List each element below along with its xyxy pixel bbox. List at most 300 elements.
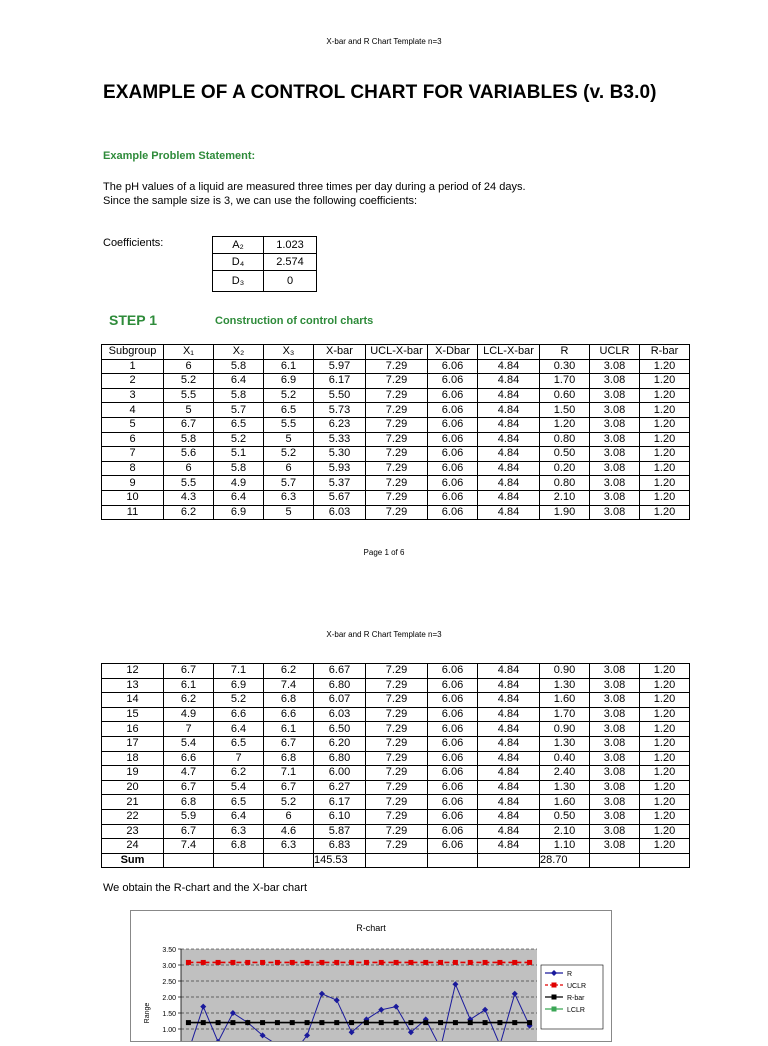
y-axis-label: Range: [144, 1002, 151, 1024]
table-cell: 7.4: [164, 839, 214, 854]
table-cell: 1.20: [640, 678, 690, 693]
data-table-page1: [101, 344, 690, 520]
column-header: X-Dbar: [428, 345, 478, 360]
page-title: EXAMPLE OF A CONTROL CHART FOR VARIABLES (v. B3.0): [103, 82, 657, 103]
table-cell: 7.1: [214, 664, 264, 679]
table-cell: 6.06: [428, 824, 478, 839]
table-cell: 7.29: [366, 678, 428, 693]
table-cell: 6.6: [164, 751, 214, 766]
table-cell: 4.84: [478, 490, 540, 505]
table-cell: 4: [102, 403, 164, 418]
column-header: X₂: [214, 345, 264, 360]
table-cell: 3.08: [590, 839, 640, 854]
table-cell: 1.70: [540, 707, 590, 722]
point-uclr: [512, 960, 517, 965]
table-cell: 4.84: [478, 751, 540, 766]
table-cell: 3.08: [590, 432, 640, 447]
table-cell: 0.30: [540, 359, 590, 374]
table-cell: 1.20: [640, 505, 690, 520]
table-cell: 5.8: [214, 388, 264, 403]
table-cell: 7.1: [264, 766, 314, 781]
table-cell: 6: [264, 461, 314, 476]
table-row: [102, 417, 690, 432]
column-header: R-bar: [640, 345, 690, 360]
table-cell: 3.08: [590, 505, 640, 520]
table-cell: 4.84: [478, 766, 540, 781]
sum-cell: [264, 853, 314, 868]
table-cell: 5.87: [314, 824, 366, 839]
point-uclr: [468, 960, 473, 965]
table-cell: 6.06: [428, 795, 478, 810]
table-cell: 5.4: [164, 736, 214, 751]
point-uclr: [349, 960, 354, 965]
table-row: [102, 388, 690, 403]
table-cell: 7.29: [366, 490, 428, 505]
table-cell: 1.20: [640, 795, 690, 810]
table-cell: 6.6: [264, 707, 314, 722]
point-uclr: [290, 960, 295, 965]
table-cell: 4.84: [478, 693, 540, 708]
table-cell: 5.50: [314, 388, 366, 403]
table-cell: 6.3: [214, 824, 264, 839]
coefficient-name: A₂: [213, 237, 264, 254]
table-row: [102, 461, 690, 476]
table-cell: 6.06: [428, 736, 478, 751]
table-row: [102, 447, 690, 462]
table-cell: 6.4: [214, 374, 264, 389]
table-cell: 4.84: [478, 780, 540, 795]
point-r-bar: [468, 1020, 473, 1025]
table-row: [102, 359, 690, 374]
table-cell: 17: [102, 736, 164, 751]
table-cell: 7.29: [366, 417, 428, 432]
sum-cell: [366, 853, 428, 868]
table-cell: 4.84: [478, 839, 540, 854]
point-uclr: [453, 960, 458, 965]
table-cell: 3.08: [590, 809, 640, 824]
table-cell: 5: [264, 432, 314, 447]
table-cell: 6: [102, 432, 164, 447]
table-cell: 1.20: [640, 722, 690, 737]
table-cell: 1: [102, 359, 164, 374]
point-r-bar: [364, 1020, 369, 1025]
point-uclr: [260, 960, 265, 965]
table-cell: 24: [102, 839, 164, 854]
table-cell: 5.8: [214, 359, 264, 374]
table-cell: 3.08: [590, 678, 640, 693]
table-cell: 4.84: [478, 824, 540, 839]
point-uclr: [379, 960, 384, 965]
table-cell: 7.29: [366, 824, 428, 839]
table-cell: 6.06: [428, 388, 478, 403]
table-cell: 5.2: [264, 388, 314, 403]
table-cell: 1.30: [540, 780, 590, 795]
table-cell: 6.3: [264, 490, 314, 505]
point-r-bar: [260, 1020, 265, 1025]
legend-marker: [552, 1007, 557, 1012]
table-cell: 5.2: [264, 795, 314, 810]
table-cell: 3.08: [590, 751, 640, 766]
table-cell: 1.20: [640, 476, 690, 491]
point-r-bar: [186, 1020, 191, 1025]
table-cell: 4.84: [478, 664, 540, 679]
table-cell: 3.08: [590, 403, 640, 418]
page-footer: Page 1 of 6: [363, 548, 405, 557]
table-cell: 0.40: [540, 751, 590, 766]
column-header: LCL-X-bar: [478, 345, 540, 360]
y-tick-label: 1.50: [162, 1011, 176, 1018]
table-cell: 7.29: [366, 505, 428, 520]
problem-heading: Example Problem Statement:: [103, 150, 256, 162]
table-cell: 3.08: [590, 780, 640, 795]
table-cell: 1.20: [640, 417, 690, 432]
point-r-bar: [275, 1020, 280, 1025]
coefficient-row: [213, 271, 317, 292]
table-cell: 0.20: [540, 461, 590, 476]
table-cell: 1.20: [640, 374, 690, 389]
table-cell: 6.06: [428, 664, 478, 679]
table-cell: 1.20: [640, 664, 690, 679]
point-r-bar: [201, 1020, 206, 1025]
table-cell: 4.84: [478, 359, 540, 374]
table-row: [102, 736, 690, 751]
table-cell: 7: [214, 751, 264, 766]
table-cell: 0.50: [540, 809, 590, 824]
table-cell: 3.08: [590, 461, 640, 476]
table-cell: 3.08: [590, 766, 640, 781]
table-cell: 6.06: [428, 505, 478, 520]
table-cell: 6.4: [214, 490, 264, 505]
table-cell: 6.6: [214, 707, 264, 722]
table-cell: 23: [102, 824, 164, 839]
table-row: [102, 505, 690, 520]
table-cell: 1.70: [540, 374, 590, 389]
table-cell: 6.06: [428, 780, 478, 795]
table-cell: 21: [102, 795, 164, 810]
point-r-bar: [290, 1020, 295, 1025]
legend-marker: [552, 995, 557, 1000]
table-cell: 6.2: [164, 693, 214, 708]
table-cell: 3.08: [590, 824, 640, 839]
table-cell: 7.29: [366, 809, 428, 824]
sum-cell: [428, 853, 478, 868]
table-cell: 1.90: [540, 505, 590, 520]
table-cell: 0.80: [540, 476, 590, 491]
point-r-bar: [453, 1020, 458, 1025]
table-row: [102, 374, 690, 389]
table-cell: 3.08: [590, 374, 640, 389]
table-cell: 6.4: [214, 722, 264, 737]
point-r-bar: [216, 1020, 221, 1025]
table-cell: 6.80: [314, 751, 366, 766]
table-cell: 6.2: [214, 766, 264, 781]
table-cell: 6.10: [314, 809, 366, 824]
table-cell: 5.67: [314, 490, 366, 505]
coefficient-value: 0: [264, 271, 317, 292]
table-cell: 6.06: [428, 678, 478, 693]
table-cell: 20: [102, 780, 164, 795]
point-uclr: [216, 960, 221, 965]
table-cell: 7.29: [366, 780, 428, 795]
column-header: X-bar: [314, 345, 366, 360]
table-cell: 1.20: [640, 736, 690, 751]
table-row: [102, 766, 690, 781]
table-cell: 3.08: [590, 476, 640, 491]
table-cell: 6: [264, 809, 314, 824]
point-uclr: [305, 960, 310, 965]
table-cell: 3.08: [590, 447, 640, 462]
step-title: Construction of control charts: [215, 315, 374, 327]
table-cell: 6.50: [314, 722, 366, 737]
table-cell: 8: [102, 461, 164, 476]
table-cell: 6.03: [314, 505, 366, 520]
table-cell: 5.5: [264, 417, 314, 432]
column-header: Subgroup: [102, 345, 164, 360]
chart-intro-text: We obtain the R-chart and the X-bar chart: [103, 882, 308, 894]
table-row: [102, 751, 690, 766]
table-cell: 7.29: [366, 722, 428, 737]
point-r-bar: [379, 1020, 384, 1025]
coefficient-row: [213, 254, 317, 271]
table-cell: 6.7: [164, 780, 214, 795]
table-row: [102, 693, 690, 708]
point-uclr: [423, 960, 428, 965]
table-cell: 4.3: [164, 490, 214, 505]
table-cell: 6.06: [428, 476, 478, 491]
table-cell: 1.20: [640, 839, 690, 854]
point-r-bar: [497, 1020, 502, 1025]
table-cell: 1.20: [640, 403, 690, 418]
table-cell: 6.2: [264, 664, 314, 679]
sum-cell: [478, 853, 540, 868]
point-r-bar: [394, 1020, 399, 1025]
table-cell: 18: [102, 751, 164, 766]
table-cell: 6.06: [428, 447, 478, 462]
table-cell: 3: [102, 388, 164, 403]
table-cell: 5.97: [314, 359, 366, 374]
table-cell: 7.29: [366, 447, 428, 462]
table-cell: 6.17: [314, 795, 366, 810]
table-cell: 4.84: [478, 722, 540, 737]
table-cell: 5.5: [164, 388, 214, 403]
coefficients-label: Coefficients:: [103, 237, 164, 249]
column-header: R: [540, 345, 590, 360]
coefficient-name: D₄: [213, 254, 264, 271]
table-cell: 3.08: [590, 693, 640, 708]
table-cell: 6.5: [214, 736, 264, 751]
table-cell: 7.29: [366, 751, 428, 766]
table-cell: 5.37: [314, 476, 366, 491]
problem-line-1: The pH values of a liquid are measured three times per day during a period of 24 days.: [103, 181, 526, 193]
table-cell: 7.29: [366, 664, 428, 679]
table-cell: 1.60: [540, 795, 590, 810]
table-row: [102, 432, 690, 447]
table-cell: 5.2: [214, 693, 264, 708]
table-cell: 6.5: [214, 795, 264, 810]
table-cell: 12: [102, 664, 164, 679]
table-cell: 19: [102, 766, 164, 781]
table-cell: 9: [102, 476, 164, 491]
table-cell: 1.60: [540, 693, 590, 708]
table-cell: 2.10: [540, 824, 590, 839]
step-label: STEP 1: [109, 312, 157, 328]
table-cell: 4.84: [478, 707, 540, 722]
point-uclr: [319, 960, 324, 965]
table-cell: 1.20: [640, 809, 690, 824]
table-cell: 4.84: [478, 417, 540, 432]
table-cell: 6.06: [428, 751, 478, 766]
problem-statement: [103, 180, 526, 208]
table-cell: 2.10: [540, 490, 590, 505]
sum-cell: [640, 853, 690, 868]
table-cell: 7.29: [366, 403, 428, 418]
y-tick-label: 3.50: [162, 947, 176, 954]
table-cell: 7.29: [366, 795, 428, 810]
table-cell: 6.7: [164, 824, 214, 839]
table-cell: 6.17: [314, 374, 366, 389]
table-cell: 5.73: [314, 403, 366, 418]
table-cell: 4.84: [478, 461, 540, 476]
table-cell: 6.8: [214, 839, 264, 854]
table-row: [102, 809, 690, 824]
table-cell: 6.7: [264, 780, 314, 795]
table-cell: 7.29: [366, 736, 428, 751]
table-cell: 3.08: [590, 417, 640, 432]
point-r-bar: [483, 1020, 488, 1025]
table-cell: 7.29: [366, 707, 428, 722]
table-cell: 1.20: [640, 766, 690, 781]
table-cell: 4.84: [478, 795, 540, 810]
legend-marker: [552, 983, 557, 988]
problem-line-2: Since the sample size is 3, we can use the following coefficients:: [103, 195, 418, 207]
table-cell: 1.20: [640, 693, 690, 708]
table-cell: 6.1: [264, 359, 314, 374]
point-uclr: [364, 960, 369, 965]
table-cell: 6.9: [214, 505, 264, 520]
table-cell: 3.08: [590, 736, 640, 751]
point-uclr: [334, 960, 339, 965]
table-cell: 6.9: [214, 678, 264, 693]
table-cell: 5.2: [214, 432, 264, 447]
sum-cell: 145.53: [314, 853, 366, 868]
table-cell: 3.08: [590, 490, 640, 505]
table-cell: 1.20: [640, 780, 690, 795]
table-cell: 0.50: [540, 447, 590, 462]
table-cell: 6.7: [164, 417, 214, 432]
point-r-bar: [334, 1020, 339, 1025]
table-cell: 6.80: [314, 678, 366, 693]
point-uclr: [201, 960, 206, 965]
table-cell: 5.8: [164, 432, 214, 447]
sum-row: [102, 853, 690, 868]
table-cell: 5.2: [164, 374, 214, 389]
point-r-bar: [423, 1020, 428, 1025]
table-cell: 5.7: [214, 403, 264, 418]
table-cell: 4.84: [478, 447, 540, 462]
table-cell: 4.9: [214, 476, 264, 491]
y-tick-label: 1.00: [162, 1027, 176, 1034]
table-cell: 6.06: [428, 707, 478, 722]
table-cell: 2: [102, 374, 164, 389]
table-cell: 4.84: [478, 736, 540, 751]
table-cell: 5.7: [264, 476, 314, 491]
table-cell: 7.29: [366, 388, 428, 403]
table-cell: 4.84: [478, 432, 540, 447]
point-uclr: [230, 960, 235, 965]
table-cell: 1.20: [640, 707, 690, 722]
table-cell: 6.06: [428, 839, 478, 854]
table-cell: 5.8: [214, 461, 264, 476]
column-header: UCL-X-bar: [366, 345, 428, 360]
table-cell: 6.06: [428, 461, 478, 476]
table-row: [102, 476, 690, 491]
column-header: X₃: [264, 345, 314, 360]
table-cell: 7: [102, 447, 164, 462]
table-cell: 1.20: [540, 417, 590, 432]
table-cell: 3.08: [590, 722, 640, 737]
point-uclr: [497, 960, 502, 965]
table-cell: 3.08: [590, 664, 640, 679]
table-cell: 6.07: [314, 693, 366, 708]
table-cell: 1.20: [640, 432, 690, 447]
point-r-bar: [438, 1020, 443, 1025]
table-row: [102, 824, 690, 839]
table-cell: 6.2: [164, 505, 214, 520]
point-uclr: [527, 960, 532, 965]
table-row: [102, 490, 690, 505]
table-cell: 6: [164, 359, 214, 374]
table-cell: 1.50: [540, 403, 590, 418]
table-cell: 7.29: [366, 839, 428, 854]
table-cell: 4.84: [478, 476, 540, 491]
table-cell: 0.90: [540, 664, 590, 679]
table-cell: 5.93: [314, 461, 366, 476]
table-cell: 3.08: [590, 388, 640, 403]
table-cell: 6.06: [428, 722, 478, 737]
table-cell: 11: [102, 505, 164, 520]
table-cell: 1.20: [640, 490, 690, 505]
sum-cell: [164, 853, 214, 868]
point-uclr: [394, 960, 399, 965]
table-cell: 3.08: [590, 707, 640, 722]
table-cell: 4.84: [478, 374, 540, 389]
table-cell: 1.30: [540, 736, 590, 751]
table-cell: 3.08: [590, 795, 640, 810]
coefficient-value: 2.574: [264, 254, 317, 271]
table-cell: 1.20: [640, 824, 690, 839]
sum-cell: 28.70: [540, 853, 590, 868]
table-cell: 5.5: [164, 476, 214, 491]
table-cell: 3.08: [590, 359, 640, 374]
y-tick-label: 2.00: [162, 995, 176, 1002]
table-cell: 6.8: [264, 751, 314, 766]
coefficients-table: [212, 236, 317, 292]
table-cell: 0.60: [540, 388, 590, 403]
table-cell: 6.23: [314, 417, 366, 432]
point-r-bar: [527, 1020, 532, 1025]
table-cell: 6.06: [428, 432, 478, 447]
table-cell: 6.06: [428, 693, 478, 708]
point-r-bar: [230, 1020, 235, 1025]
table-row: [102, 403, 690, 418]
table-cell: 6.83: [314, 839, 366, 854]
table-cell: 5.6: [164, 447, 214, 462]
table-cell: 6.1: [164, 678, 214, 693]
point-uclr: [186, 960, 191, 965]
coefficient-row: [213, 237, 317, 254]
table-cell: 5.30: [314, 447, 366, 462]
coefficient-value: 1.023: [264, 237, 317, 254]
